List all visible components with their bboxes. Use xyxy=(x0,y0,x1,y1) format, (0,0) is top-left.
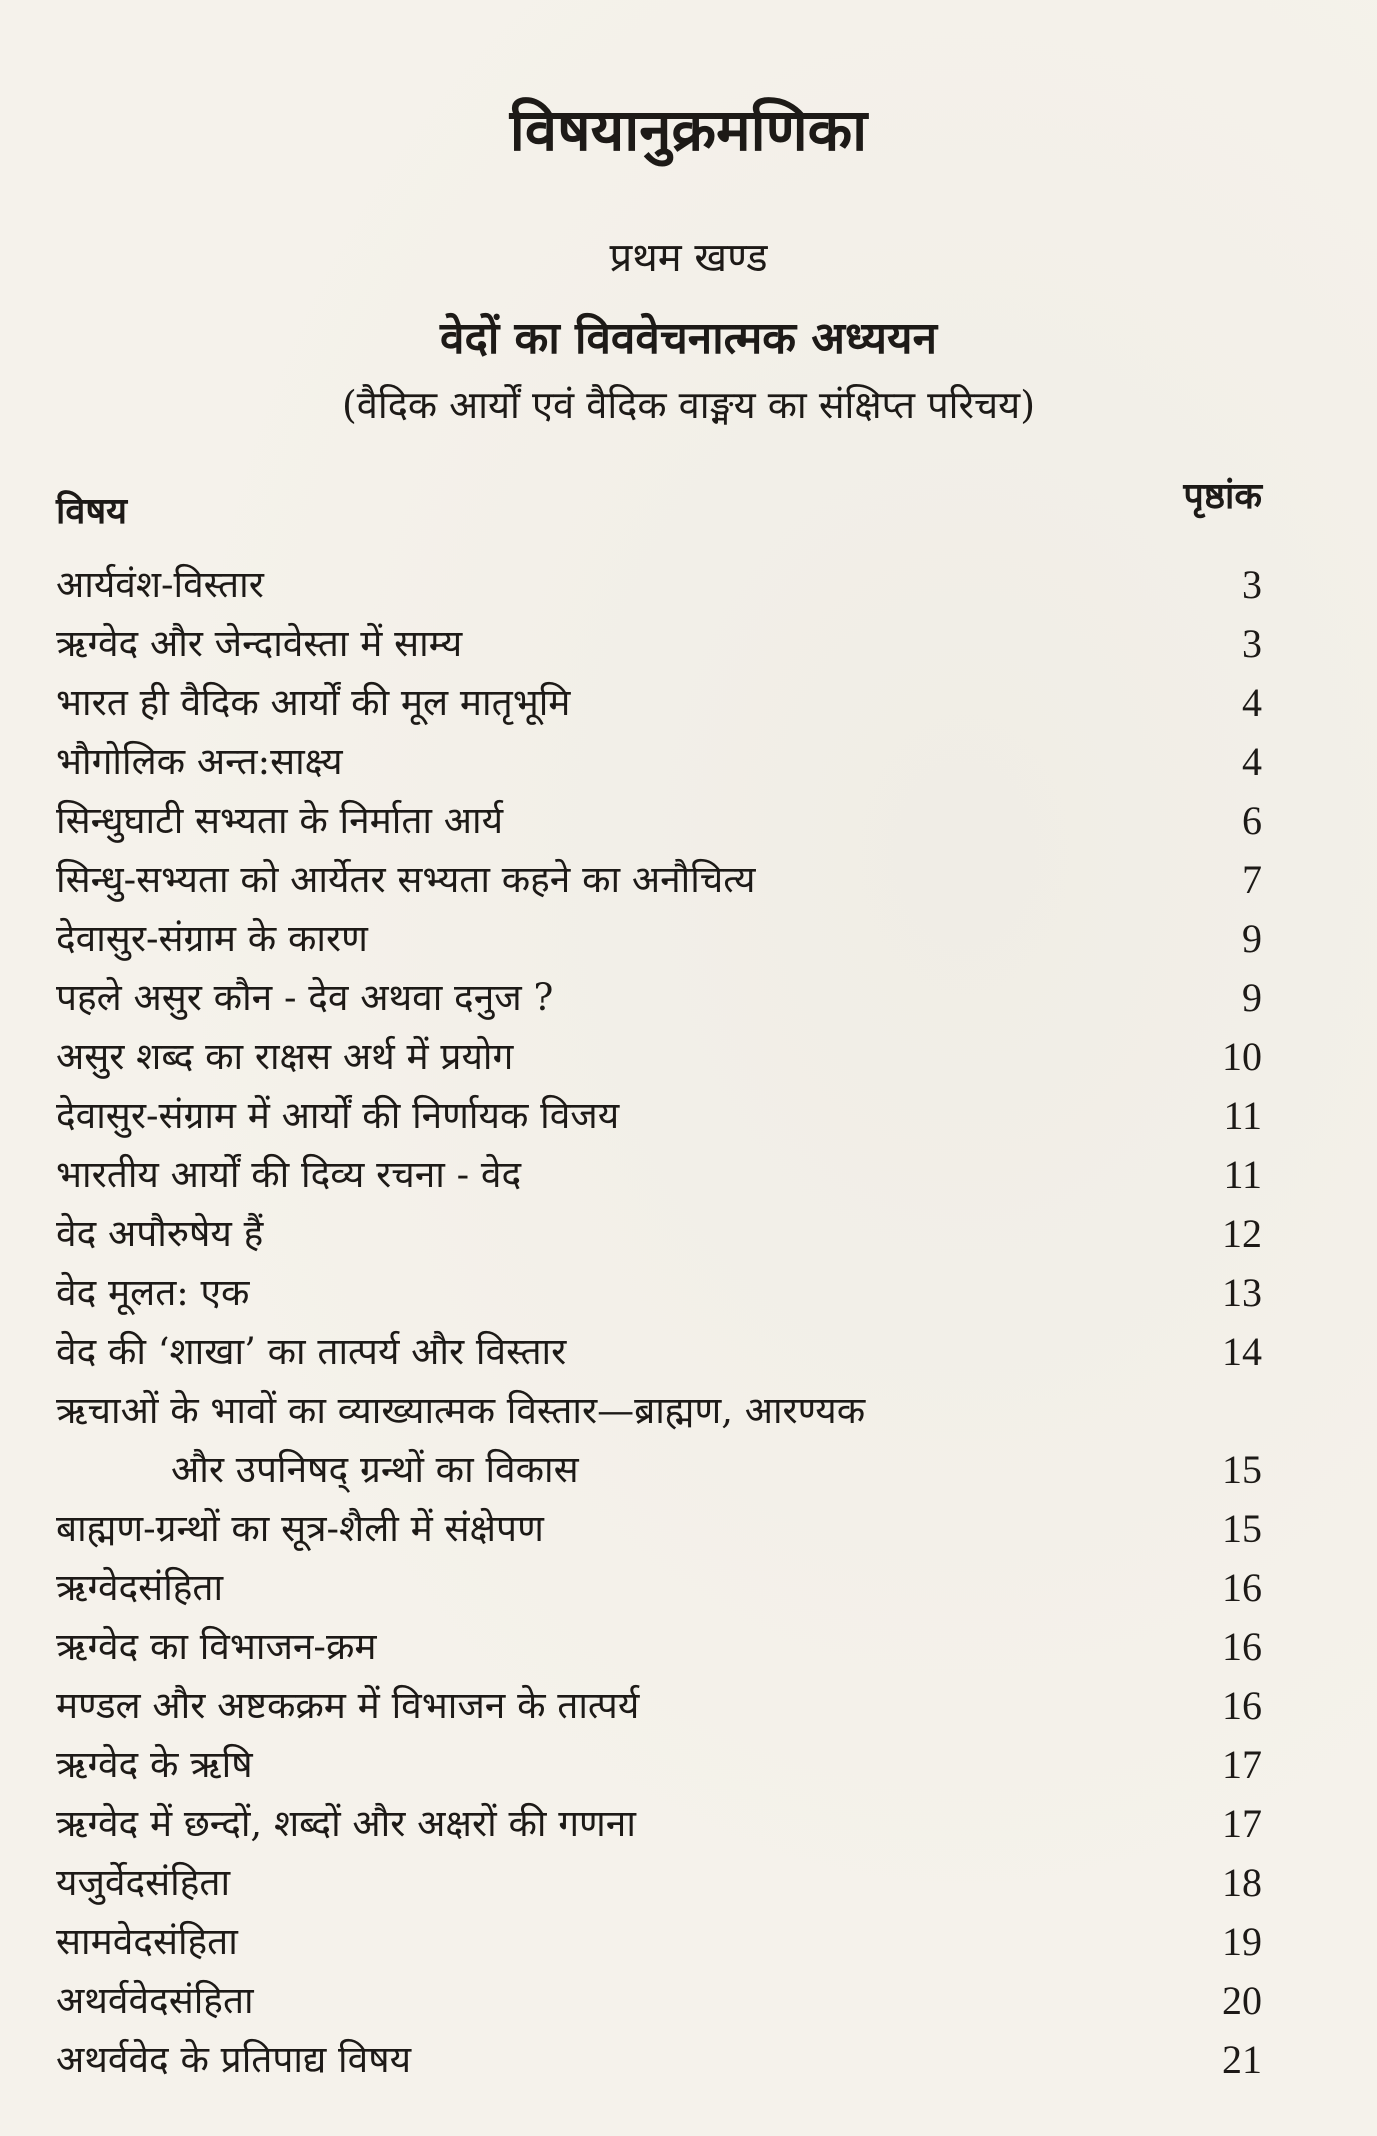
toc-entry-topic xyxy=(56,1794,636,1853)
toc-entry-page-number: 16 xyxy=(1222,1683,1262,1728)
toc-entry-topic xyxy=(56,791,503,850)
toc-entry-topic-text: ऋग्वेदसंहिता xyxy=(56,1566,224,1609)
toc-entry-page-number: 17 xyxy=(1222,1801,1262,1846)
toc-entry xyxy=(56,1676,1262,1735)
toc-entry xyxy=(56,909,1262,968)
toc-entry-page-number: 13 xyxy=(1222,1270,1262,1315)
toc-entry-topic xyxy=(56,1499,544,1558)
toc-entry-topic xyxy=(56,1381,865,1499)
toc-entry-page-number: 16 xyxy=(1222,1624,1262,1669)
toc-entry-topic-text: ऋग्वेद में छन्दों, शब्दों और अक्षरों की गणना xyxy=(56,1802,636,1845)
toc-entry-page-number: 18 xyxy=(1222,1860,1262,1905)
toc-entry xyxy=(56,1794,1262,1853)
page-title: विषयानुक्रमणिका xyxy=(509,96,868,164)
toc-entry-topic xyxy=(56,1145,521,1204)
toc-entry-topic xyxy=(56,2030,411,2089)
toc-entry-page-number: 9 xyxy=(1242,975,1262,1020)
toc-entry-page-number: 15 xyxy=(1222,1506,1262,1551)
toc-entry-topic-text: आर्यवंश-विस्तार xyxy=(56,563,264,606)
toc-entry xyxy=(56,2030,1262,2089)
toc-entry-topic-text: देवासुर-संग्राम के कारण xyxy=(56,917,368,960)
toc-entry-topic-text: बाह्मण-ग्रन्थों का सूत्र-शैली में संक्षेपण xyxy=(56,1507,544,1550)
toc-entry-page-number: 16 xyxy=(1222,1565,1262,1610)
toc-entry xyxy=(56,1204,1262,1263)
toc-entry-topic-text: असुर शब्द का राक्षस अर्थ में प्रयोग xyxy=(56,1035,514,1078)
toc-entry xyxy=(56,1499,1262,1558)
toc-entry-topic xyxy=(56,1322,566,1381)
toc-entry xyxy=(56,555,1262,614)
toc-entry-topic xyxy=(56,732,343,791)
toc-entry xyxy=(56,968,1262,1027)
toc-entry-topic-text: भारत ही वैदिक आर्यों की मूल मातृभूमि xyxy=(56,681,571,724)
toc-entry-topic-text: मण्डल और अष्टकक्रम में विभाजन के तात्पर्य xyxy=(56,1684,640,1727)
toc-entry-page-number: 11 xyxy=(1223,1152,1262,1197)
toc-entry-topic-text: यजुर्वेदसंहिता xyxy=(56,1861,231,1904)
toc-entry-topic xyxy=(56,555,264,614)
toc-entry-page-number: 6 xyxy=(1242,798,1262,843)
toc-entry-topic-continuation: और उपनिषद् ग्रन्थों का विकास xyxy=(171,1448,579,1491)
toc-entry xyxy=(56,1027,1262,1086)
toc-entry xyxy=(56,1912,1262,1971)
toc-entry-topic-text: सिन्धु-सभ्यता को आर्येतर सभ्यता कहने का अनौचित्य xyxy=(56,858,756,901)
column-header-page: पृष्ठांक xyxy=(1183,475,1262,517)
toc-entry xyxy=(56,1735,1262,1794)
toc-entry-topic xyxy=(56,1912,238,1971)
toc-entry-topic xyxy=(56,1558,223,1617)
toc-entry-page-number: 4 xyxy=(1242,739,1262,784)
toc-entry-topic xyxy=(56,1263,249,1322)
toc-entry-page-number: 4 xyxy=(1242,680,1262,725)
toc-entry-topic xyxy=(56,1676,639,1735)
toc-entry-topic-text: सामवेदसंहिता xyxy=(56,1920,238,1963)
toc-entry-topic-text: भारतीय आर्यों की दिव्य रचना - वेद xyxy=(56,1153,522,1196)
section-description: (वैदिक आर्यों एवं वैदिक वाङ्मय का संक्षिप्त परिचय) xyxy=(341,383,1036,427)
toc-entry-page-number: 9 xyxy=(1242,916,1262,961)
toc-entry-topic-text: पहले असुर कौन - देव अथवा दनुज ? xyxy=(56,976,554,1019)
toc-entry xyxy=(56,732,1262,791)
toc-entry-topic xyxy=(56,614,462,673)
toc-entry-page-number: 10 xyxy=(1222,1034,1262,1079)
toc-entry-topic-text: वेद मूलत: एक xyxy=(56,1271,250,1314)
toc-entry xyxy=(56,673,1262,732)
toc-entry-topic-text: ऋग्वेद का विभाजन-क्रम xyxy=(56,1625,377,1668)
toc-entry xyxy=(56,1558,1262,1617)
toc-entry-topic-text: वेद अपौरुषेय हैं xyxy=(56,1212,264,1255)
toc-entry-topic xyxy=(56,909,368,968)
toc-entry-topic xyxy=(56,1204,263,1263)
toc-entry xyxy=(56,1145,1262,1204)
toc-entry-topic-text: ऋग्वेद और जेन्दावेस्ता में साम्य xyxy=(56,622,463,665)
toc-entry-page-number: 21 xyxy=(1222,2037,1262,2082)
toc-entry xyxy=(56,1086,1262,1145)
toc-entry xyxy=(56,614,1262,673)
toc-entry-page-number: 20 xyxy=(1222,1978,1262,2023)
toc-entry-topic-text: अथर्ववेदसंहिता xyxy=(56,1979,254,2022)
part-heading: प्रथम खण्ड xyxy=(609,235,768,281)
toc-entry-page-number: 11 xyxy=(1223,1093,1262,1138)
toc-entry-page-number: 14 xyxy=(1222,1329,1262,1374)
toc-entry-topic-text: सिन्धुघाटी सभ्यता के निर्माता आर्य xyxy=(56,799,504,842)
toc-entry xyxy=(56,1263,1262,1322)
toc-entry-topic xyxy=(56,1027,513,1086)
toc-entry-topic xyxy=(56,1853,230,1912)
toc-entry-topic-text: ऋग्वेद के ऋषि xyxy=(56,1743,253,1786)
toc-entry-page-number: 3 xyxy=(1242,621,1262,666)
table-of-contents xyxy=(56,555,1262,2089)
toc-entry-topic-text: भौगोलिक अन्त:साक्ष्य xyxy=(56,740,343,783)
toc-entry-page-number: 17 xyxy=(1222,1742,1262,1787)
toc-entry-page-number: 7 xyxy=(1242,857,1262,902)
toc-entry xyxy=(56,791,1262,850)
column-header-topic: विषय xyxy=(56,490,128,532)
section-subtitle: वेदों का विववेचनात्मक अध्ययन xyxy=(440,313,937,364)
toc-entry-topic xyxy=(56,850,756,909)
toc-entry-topic xyxy=(56,1735,253,1794)
toc-entry xyxy=(56,1853,1262,1912)
toc-entry-topic xyxy=(56,1617,376,1676)
toc-entry-page-number: 12 xyxy=(1222,1211,1262,1256)
toc-entry-page-number: 15 xyxy=(1222,1447,1262,1492)
toc-entry-topic-text: ऋचाओं के भावों का व्याख्यात्मक विस्तार—ब्राह्मण, आरण्यक xyxy=(56,1389,866,1432)
toc-entry-topic-text: अथर्ववेद के प्रतिपाद्य विषय xyxy=(56,2038,412,2081)
toc-entry xyxy=(56,1971,1262,2030)
toc-entry xyxy=(56,1322,1262,1381)
toc-entry-topic xyxy=(56,968,553,1027)
toc-entry-page-number: 19 xyxy=(1222,1919,1262,1964)
toc-entry-topic xyxy=(56,673,570,732)
toc-entry xyxy=(56,1617,1262,1676)
toc-entry-page-number: 3 xyxy=(1242,562,1262,607)
toc-entry-topic-text: देवासुर-संग्राम में आर्यों की निर्णायक विजय xyxy=(56,1094,620,1137)
toc-entry xyxy=(56,850,1262,909)
toc-entry-topic xyxy=(56,1971,254,2030)
toc-entry xyxy=(56,1381,1262,1499)
toc-entry-topic-text: वेद की ‘शाखा’ का तात्पर्य और विस्तार xyxy=(56,1330,567,1373)
toc-entry-topic xyxy=(56,1086,619,1145)
